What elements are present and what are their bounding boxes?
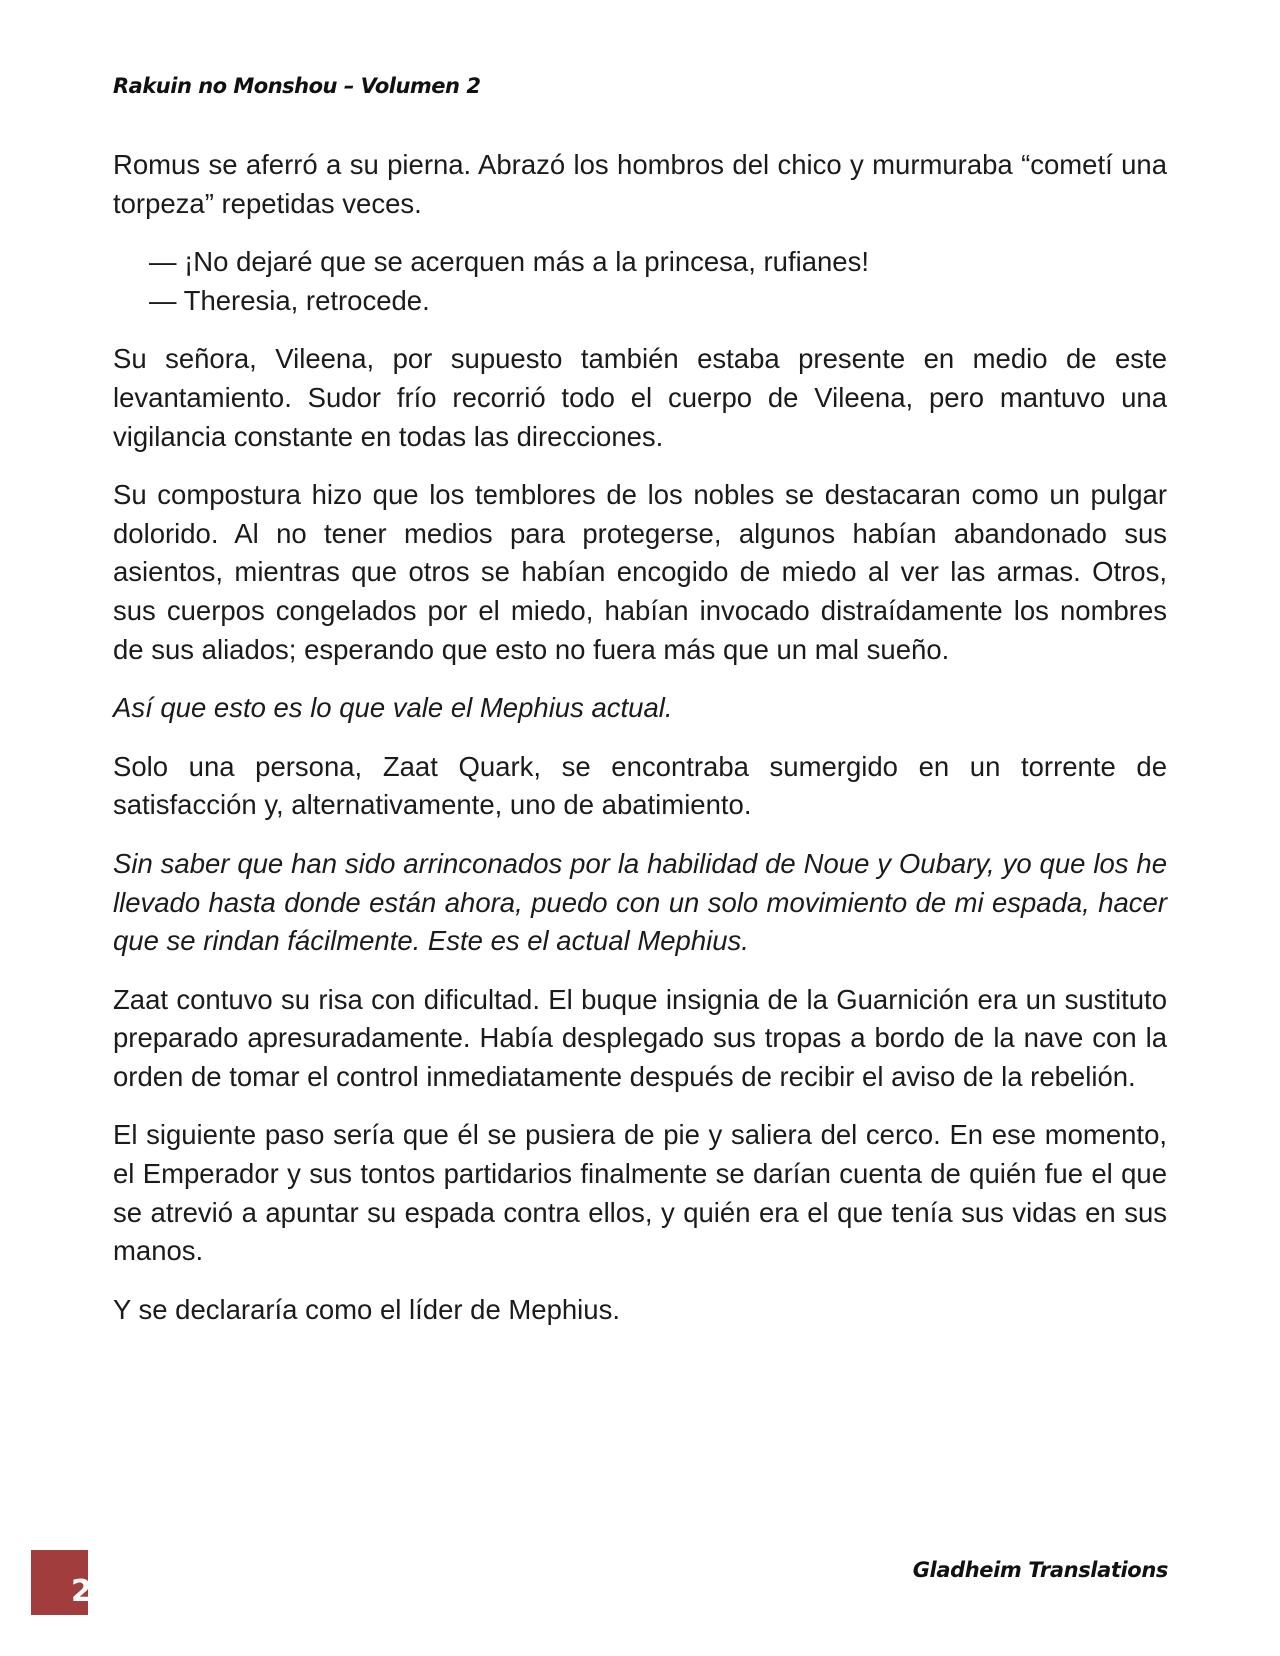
paragraph-romus: Romus se aferró a su pierna. Abrazó los hombros del chico y murmuraba “cometí una torpeza” repetidas veces.: [113, 149, 1167, 219]
paragraph-thought-zaat: Sin saber que han sido arrinconados por la habilidad de Noue y Oubary, yo que los he llevado hasta donde están ahora, puedo con un solo movimiento de mi espada, hacer que se rindan fácilmente. Este es el actual Mephius.: [113, 847, 1167, 957]
dialogue-block: [113, 243, 1167, 320]
translation-credit: Gladheim Translations: [912, 1558, 1168, 1582]
paragraph-zaat-quark: Solo una persona, Zaat Quark, se encontraba sumergido en un torrente de satisfacción y, alternativamente, uno de abatimiento.: [113, 750, 1167, 821]
paragraph-declaration: Y se declararía como el líder de Mephius.: [113, 1293, 620, 1325]
paragraph-nobles: Su compostura hizo que los temblores de los nobles se destacaran como un pulgar dolorido. Al no tener medios para protegerse, algunos habían abandonado sus asientos, mientras que otros se habían encogido de miedo al ver las armas. Otros, sus cuerpos congelados por el miedo, habían invocado distraídamente los nombres de sus aliados; esperando que esto no fuera más que un mal sueño.: [113, 479, 1167, 665]
page-number-underline: [31, 1612, 88, 1615]
running-header: Rakuin no Monshou – Volumen 2: [113, 74, 481, 98]
page-number: 2: [71, 1574, 92, 1609]
paragraph-thought-mephius: Así que esto es lo que vale el Mephius actual.: [113, 692, 673, 724]
dialogue-line-theresia: — Theresia, retrocede.: [149, 284, 430, 316]
paragraph-flagship: Zaat contuvo su risa con dificultad. El buque insignia de la Guarnición era un sustituto preparado apresuradamente. Había desplegado sus tropas a bordo de la nave con la orden de tomar el control inmediatamente después de recibir el aviso de la rebelión.: [113, 983, 1167, 1092]
paragraph-vileena: Su señora, Vileena, por supuesto también estaba presente en medio de este levantamiento. Sudor frío recorrió todo el cuerpo de Vileena, pero mantuvo una vigilancia constante en todas las direcciones.: [113, 343, 1167, 452]
paragraph-next-step: El siguiente paso sería que él se pusiera de pie y saliera del cerco. En ese momento, el Emperador y sus tontos partidarios finalmente se darían cuenta de quién fue el que se atrevió a apuntar su espada contra ellos, y quién era el que tenía sus vidas en sus manos.: [113, 1119, 1167, 1267]
dialogue-line-princess: — ¡No dejaré que se acerquen más a la princesa, rufianes!: [149, 246, 869, 278]
chapter-body: [113, 146, 1167, 1349]
